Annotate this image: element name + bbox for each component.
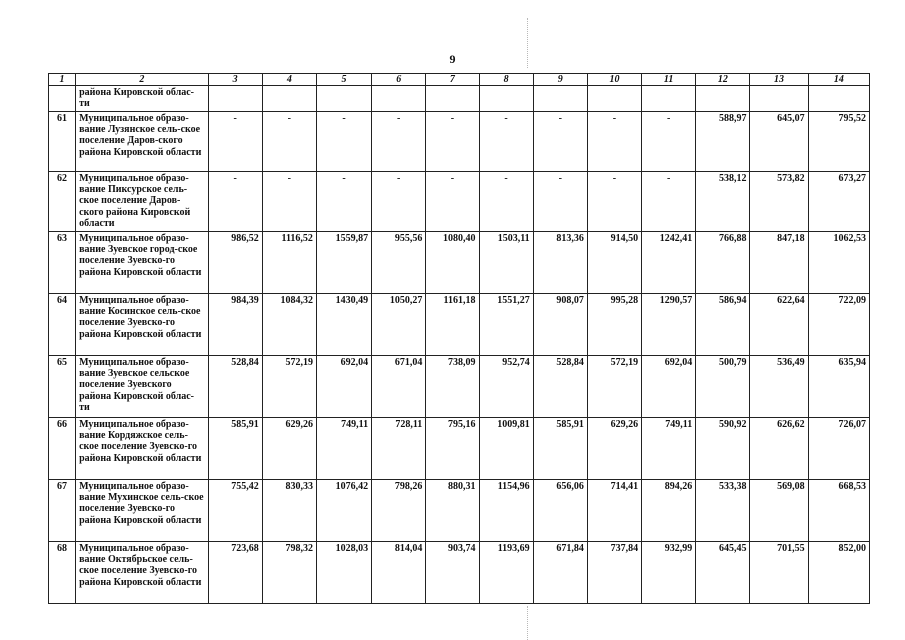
municipality-name-cell: района Кировской облас-ти bbox=[76, 86, 208, 112]
municipality-name-cell: Муниципальное образо-вание Октябрьское сель-ское поселение Зуевско-го района Кировской области bbox=[76, 542, 208, 604]
value-cell: 1161,18 bbox=[426, 294, 479, 356]
value-cell: 798,26 bbox=[372, 480, 426, 542]
value-cell: 533,38 bbox=[696, 480, 750, 542]
value-cell: 588,97 bbox=[696, 112, 750, 172]
value-cell: 880,31 bbox=[426, 480, 479, 542]
value-cell bbox=[642, 86, 696, 112]
value-cell: 656,06 bbox=[533, 480, 587, 542]
value-cell: 528,84 bbox=[208, 356, 262, 418]
column-header-5: 5 bbox=[316, 74, 371, 86]
value-cell bbox=[316, 86, 371, 112]
value-cell: 908,07 bbox=[533, 294, 587, 356]
value-cell: 984,39 bbox=[208, 294, 262, 356]
header-row bbox=[49, 74, 870, 86]
value-cell: - bbox=[587, 172, 641, 232]
value-cell: 1430,49 bbox=[316, 294, 371, 356]
value-cell: 668,53 bbox=[808, 480, 869, 542]
value-cell: 795,52 bbox=[808, 112, 869, 172]
value-cell: 635,94 bbox=[808, 356, 869, 418]
value-cell: - bbox=[316, 172, 371, 232]
value-cell: 894,26 bbox=[642, 480, 696, 542]
value-cell: 538,12 bbox=[696, 172, 750, 232]
table-row bbox=[49, 232, 870, 294]
municipality-name-cell: Муниципальное образо-вание Лузянское сель-ское поселение Даров-ского района Кировской области bbox=[76, 112, 208, 172]
value-cell: 1154,96 bbox=[479, 480, 533, 542]
row-number-cell: 66 bbox=[49, 418, 76, 480]
value-cell: 1242,41 bbox=[642, 232, 696, 294]
value-cell: 1084,32 bbox=[262, 294, 316, 356]
value-cell: 932,99 bbox=[642, 542, 696, 604]
value-cell: 629,26 bbox=[587, 418, 641, 480]
value-cell: - bbox=[479, 112, 533, 172]
value-cell: 1050,27 bbox=[372, 294, 426, 356]
row-number-cell: 62 bbox=[49, 172, 76, 232]
column-header-6: 6 bbox=[372, 74, 426, 86]
value-cell: 728,11 bbox=[372, 418, 426, 480]
value-cell: 671,84 bbox=[533, 542, 587, 604]
value-cell: - bbox=[533, 172, 587, 232]
column-header-1: 1 bbox=[49, 74, 76, 86]
value-cell: 798,32 bbox=[262, 542, 316, 604]
value-cell: - bbox=[208, 112, 262, 172]
value-cell: 813,36 bbox=[533, 232, 587, 294]
value-cell: 585,91 bbox=[533, 418, 587, 480]
value-cell: 573,82 bbox=[750, 172, 808, 232]
value-cell: 830,33 bbox=[262, 480, 316, 542]
column-header-3: 3 bbox=[208, 74, 262, 86]
row-number-cell: 63 bbox=[49, 232, 76, 294]
value-cell: 572,19 bbox=[262, 356, 316, 418]
value-cell: - bbox=[426, 112, 479, 172]
value-cell bbox=[696, 86, 750, 112]
value-cell: 952,74 bbox=[479, 356, 533, 418]
value-cell: 671,04 bbox=[372, 356, 426, 418]
value-cell: 1009,81 bbox=[479, 418, 533, 480]
table-row-continuation bbox=[49, 86, 870, 112]
value-cell: 1062,53 bbox=[808, 232, 869, 294]
row-number-cell: 61 bbox=[49, 112, 76, 172]
value-cell: 645,07 bbox=[750, 112, 808, 172]
value-cell: 766,88 bbox=[696, 232, 750, 294]
value-cell: 1503,11 bbox=[479, 232, 533, 294]
value-cell: 645,45 bbox=[696, 542, 750, 604]
value-cell: 701,55 bbox=[750, 542, 808, 604]
table-row bbox=[49, 294, 870, 356]
table-row bbox=[49, 112, 870, 172]
scan-fold-line bbox=[527, 18, 528, 68]
value-cell: - bbox=[262, 112, 316, 172]
column-header-9: 9 bbox=[533, 74, 587, 86]
table-row bbox=[49, 172, 870, 232]
value-cell: - bbox=[372, 172, 426, 232]
row-number-cell: 68 bbox=[49, 542, 76, 604]
value-cell: - bbox=[642, 112, 696, 172]
value-cell: 1559,87 bbox=[316, 232, 371, 294]
value-cell: - bbox=[533, 112, 587, 172]
value-cell: 536,49 bbox=[750, 356, 808, 418]
column-header-13: 13 bbox=[750, 74, 808, 86]
value-cell: 755,42 bbox=[208, 480, 262, 542]
value-cell: 914,50 bbox=[587, 232, 641, 294]
value-cell bbox=[533, 86, 587, 112]
value-cell: - bbox=[208, 172, 262, 232]
municipality-name-cell: Муниципальное образо-вание Зуевское город-ское поселение Зуевско-го района Кировской области bbox=[76, 232, 208, 294]
column-header-4: 4 bbox=[262, 74, 316, 86]
row-number-cell: 67 bbox=[49, 480, 76, 542]
value-cell: 1076,42 bbox=[316, 480, 371, 542]
value-cell: 692,04 bbox=[642, 356, 696, 418]
column-header-8: 8 bbox=[479, 74, 533, 86]
page-number: 9 bbox=[449, 52, 456, 66]
value-cell: - bbox=[642, 172, 696, 232]
column-header-7: 7 bbox=[426, 74, 479, 86]
value-cell: 673,27 bbox=[808, 172, 869, 232]
row-number-cell: 65 bbox=[49, 356, 76, 418]
value-cell: 737,84 bbox=[587, 542, 641, 604]
table-row bbox=[49, 480, 870, 542]
value-cell bbox=[262, 86, 316, 112]
value-cell: 572,19 bbox=[587, 356, 641, 418]
value-cell: - bbox=[316, 112, 371, 172]
value-cell: 723,68 bbox=[208, 542, 262, 604]
value-cell: 714,41 bbox=[587, 480, 641, 542]
value-cell: 528,84 bbox=[533, 356, 587, 418]
scan-fold-line bbox=[527, 606, 528, 640]
column-header-14: 14 bbox=[808, 74, 869, 86]
municipality-name-cell: Муниципальное образо-вание Пиксурское сель-ское поселение Даров-ского района Кировской области bbox=[76, 172, 208, 232]
column-header-11: 11 bbox=[642, 74, 696, 86]
column-header-2: 2 bbox=[76, 74, 208, 86]
municipality-name-cell: Муниципальное образо-вание Кордяжское сель-ское поселение Зуевско-го района Кировской области bbox=[76, 418, 208, 480]
municipality-name-cell: Муниципальное образо-вание Мухинское сель-ское поселение Зуевско-го района Кировской области bbox=[76, 480, 208, 542]
table-row bbox=[49, 418, 870, 480]
value-cell: 1080,40 bbox=[426, 232, 479, 294]
value-cell: 852,00 bbox=[808, 542, 869, 604]
value-cell: 726,07 bbox=[808, 418, 869, 480]
value-cell: 814,04 bbox=[372, 542, 426, 604]
value-cell: 1193,69 bbox=[479, 542, 533, 604]
value-cell: - bbox=[372, 112, 426, 172]
value-cell: 995,28 bbox=[587, 294, 641, 356]
value-cell bbox=[587, 86, 641, 112]
column-header-10: 10 bbox=[587, 74, 641, 86]
value-cell: 569,08 bbox=[750, 480, 808, 542]
value-cell: 586,94 bbox=[696, 294, 750, 356]
value-cell: 903,74 bbox=[426, 542, 479, 604]
value-cell: 1290,57 bbox=[642, 294, 696, 356]
value-cell: - bbox=[426, 172, 479, 232]
value-cell: 585,91 bbox=[208, 418, 262, 480]
data-table bbox=[48, 73, 870, 604]
municipality-name-cell: Муниципальное образо-вание Зуевское сельское поселение Зуевского района Кировской облас-ти bbox=[76, 356, 208, 418]
table-row bbox=[49, 542, 870, 604]
value-cell: 1028,03 bbox=[316, 542, 371, 604]
value-cell: 626,62 bbox=[750, 418, 808, 480]
municipality-name-cell: Муниципальное образо-вание Косинское сель-ское поселение Зуевско-го района Кировской области bbox=[76, 294, 208, 356]
value-cell: 629,26 bbox=[262, 418, 316, 480]
value-cell bbox=[208, 86, 262, 112]
value-cell: 738,09 bbox=[426, 356, 479, 418]
value-cell: 622,64 bbox=[750, 294, 808, 356]
value-cell: 722,09 bbox=[808, 294, 869, 356]
value-cell: 500,79 bbox=[696, 356, 750, 418]
table-row bbox=[49, 356, 870, 418]
value-cell: 986,52 bbox=[208, 232, 262, 294]
value-cell: - bbox=[587, 112, 641, 172]
value-cell bbox=[479, 86, 533, 112]
value-cell: 749,11 bbox=[316, 418, 371, 480]
value-cell: 590,92 bbox=[696, 418, 750, 480]
value-cell: 1116,52 bbox=[262, 232, 316, 294]
row-number-cell: 64 bbox=[49, 294, 76, 356]
value-cell: 847,18 bbox=[750, 232, 808, 294]
value-cell bbox=[372, 86, 426, 112]
value-cell: - bbox=[479, 172, 533, 232]
row-number-cell bbox=[49, 86, 76, 112]
value-cell: 692,04 bbox=[316, 356, 371, 418]
value-cell: 795,16 bbox=[426, 418, 479, 480]
value-cell bbox=[750, 86, 808, 112]
value-cell: 1551,27 bbox=[479, 294, 533, 356]
column-header-12: 12 bbox=[696, 74, 750, 86]
value-cell: - bbox=[262, 172, 316, 232]
value-cell: 749,11 bbox=[642, 418, 696, 480]
value-cell: 955,56 bbox=[372, 232, 426, 294]
value-cell bbox=[808, 86, 869, 112]
value-cell bbox=[426, 86, 479, 112]
